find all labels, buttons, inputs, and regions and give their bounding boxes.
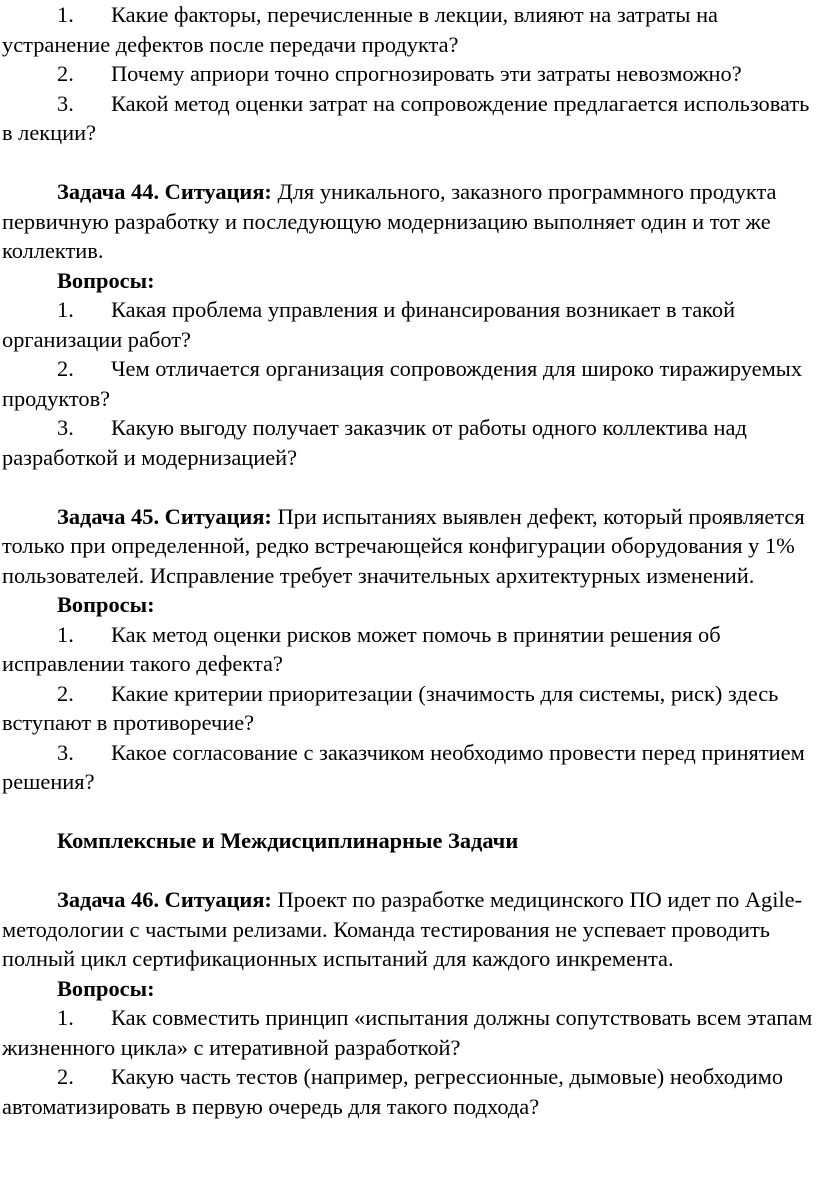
item-text: Почему априори точно спрогнозировать эти затраты невозможно? [111, 61, 742, 86]
section-heading: Комплексные и Междисциплинарные Задачи [57, 828, 519, 853]
item-number: 2. [57, 1064, 74, 1089]
task-46-title: Задача 46. Ситуация: [57, 887, 272, 912]
item-text: Какое согласование с заказчиком необходимо провести перед принятием решения? [2, 739, 805, 794]
list-item [2, 738, 813, 797]
item-number: 1. [57, 1005, 74, 1030]
spacer [2, 856, 813, 886]
task-45-situation [2, 502, 813, 591]
item-number: 3. [57, 415, 74, 440]
list-item [2, 295, 813, 354]
spacer [2, 797, 813, 827]
item-number: 1. [57, 2, 74, 27]
item-number: 3. [57, 90, 74, 116]
item-text: Как совместить принцип «испытания должны сопутствовать всем этапам жизненного цикла» с итеративной разработкой? [2, 1005, 813, 1060]
list-item [2, 679, 813, 738]
task-46-text: Проект по разработке медицинского ПО идет по Agile-методологии с частыми релизами. Команда тестирования не успевает проводить полный цикл сертификационных испытаний для каждого инкремента. [2, 887, 803, 971]
list-item [2, 59, 813, 89]
task-44-text: Для уникального, заказного программного продукта первичную разработку и последующую модернизацию выполняет один и тот же коллектив. [2, 179, 777, 263]
spacer [2, 148, 813, 178]
item-number: 2. [57, 356, 74, 381]
item-text: Какие критерии приоритезации (значимость для системы, риск) здесь вступают в противоречие? [2, 680, 779, 735]
item-number: 3. [57, 739, 74, 765]
item-number: 2. [57, 680, 74, 706]
item-text: Какую часть тестов (например, регрессионные, дымовые) необходимо автоматизировать в первую очередь для такого подхода? [2, 1064, 784, 1119]
list-item [2, 620, 813, 679]
task-45-text: При испытаниях выявлен дефект, который проявляется только при определенной, редко встречающейся конфигурации оборудования у 1% пользователей. Исправление требует значительных архитектурных изменений. [2, 503, 805, 588]
task-45-title: Задача 45. Ситуация: [57, 503, 272, 529]
task-44-questions-label: Вопросы: [57, 267, 155, 293]
list-item [2, 89, 813, 148]
list-item [2, 1062, 813, 1121]
item-text: Какой метод оценки затрат на сопровождение предлагается использовать в лекции? [2, 90, 810, 145]
item-text: Какая проблема управления и финансирования возникает в такой организации работ? [2, 297, 736, 352]
spacer [2, 472, 813, 502]
list-item [2, 0, 813, 59]
item-number: 2. [57, 61, 74, 86]
task-45-questions-label: Вопросы: [57, 592, 155, 617]
item-text: Какие факторы, перечисленные в лекции, влияют на затраты на устранение дефектов после передачи продукта? [2, 2, 718, 57]
item-text: Чем отличается организация сопровождения для широко тиражируемых продуктов? [2, 356, 803, 411]
task-46-questions-label: Вопросы: [57, 975, 155, 1001]
list-item [2, 1003, 813, 1062]
item-number: 1. [57, 621, 74, 647]
task-44-title: Задача 44. Ситуация: [57, 179, 272, 204]
item-text: Как метод оценки рисков может помочь в принятии решения об исправлении такого дефекта? [2, 621, 721, 676]
task-44-situation [2, 177, 813, 266]
item-number: 1. [57, 297, 74, 322]
list-item [2, 354, 813, 413]
list-item [2, 413, 813, 472]
task-46-situation [2, 885, 813, 974]
item-text: Какую выгоду получает заказчик от работы одного коллектива над разработкой и модернизацией? [2, 415, 747, 470]
